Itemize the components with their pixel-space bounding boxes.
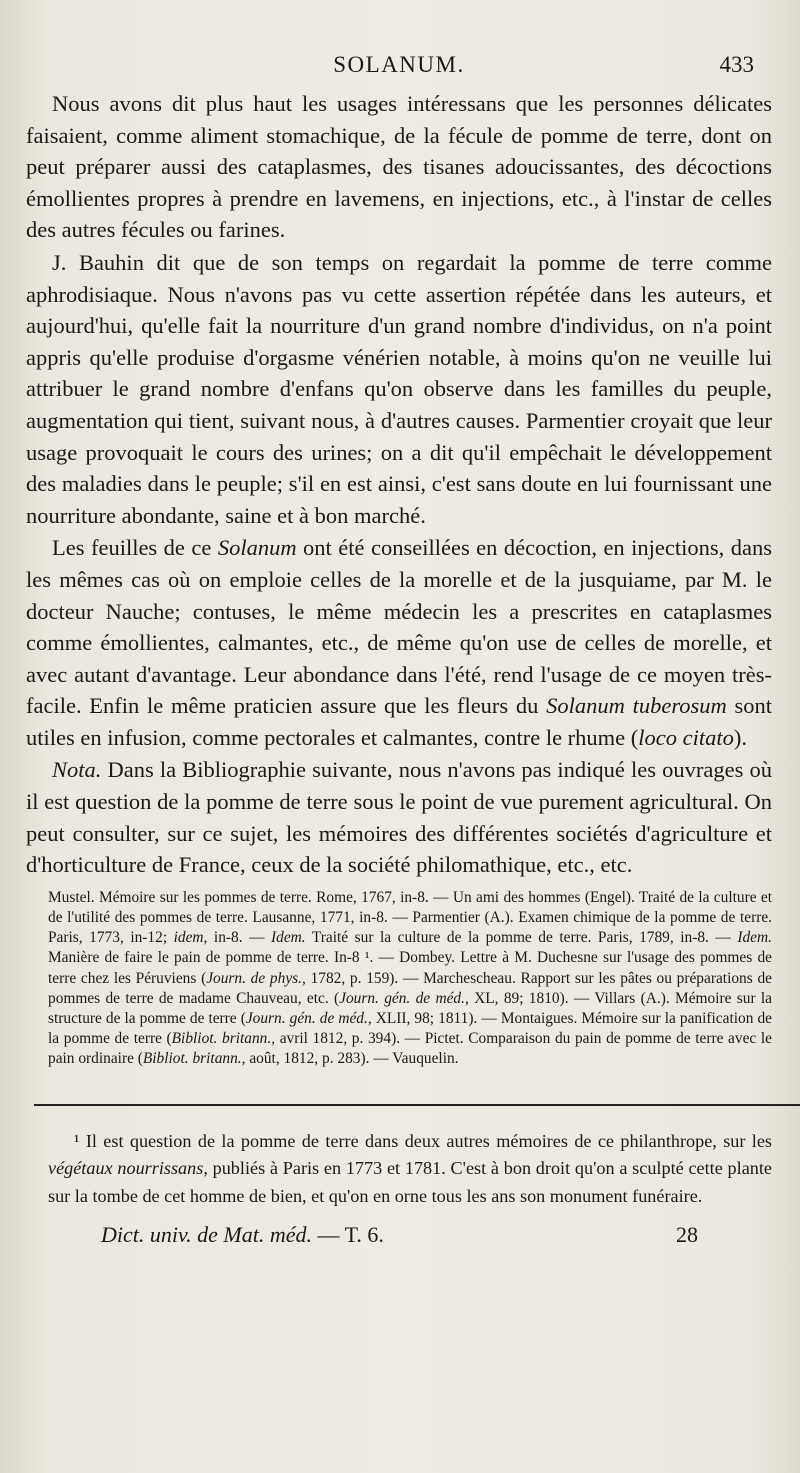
main-text <box>26 88 772 881</box>
bibliography-run: , XL, 89; 1810). — Villars (A.). Mémoire sur la structure de la pomme de terre ( <box>48 989 772 1028</box>
bibliography-italic-run: Bibliot. britann. <box>142 1050 242 1068</box>
text-run: ont été conseillées en décoction, en injections, dans les mêmes cas où on emploie celles de la morelle et de la jusquiame, par M. le docteur Nauche; contuses, le même médecin les a prescrites en cataplasmes comme émollientes, calmantes, etc., de même qu'on use de celles de morelle, et avec autant d'avantage. Leur abondance dans l'été, rend l'usage de ce moyen très-facile. Enfin le même praticien assure que les fleurs du <box>26 535 772 719</box>
paragraph-usages: Nous avons dit plus haut les usages intéressans que les personnes délicates faisaient, comme aliment stomachique, de la fécule de pomme de terre, dont on peut préparer aussi des cataplasmes, des tisanes adoucissantes, des décoctions émollientes propres à prendre en lavemens, en injections, etc., à l'instar de celles des autres fécules ou farines. <box>26 91 772 243</box>
signature-line <box>101 1222 384 1248</box>
italic-term: Solanum tuberosum <box>546 693 727 719</box>
bibliography <box>26 888 772 1070</box>
paragraph-nota <box>26 754 772 880</box>
bibliography-italic-run: Idem. <box>737 929 772 947</box>
bibliography-run: Traité sur la culture de la pomme de terre. Paris, 1789, in-8. — <box>305 929 738 947</box>
text-run: Il est question de la pomme de terre dans deux autres mémoires de ce philanthrope, sur les <box>79 1130 772 1151</box>
bibliography-italic-run: idem <box>173 929 204 947</box>
text-run: sont utiles en infusion, comme pectorales et calmantes, contre le rhume ( <box>26 693 772 750</box>
paragraph-feuilles <box>26 532 772 753</box>
bibliography-run: , août, 1812, p. 283). — Vauquelin. <box>241 1050 459 1068</box>
page-footer <box>26 1222 772 1262</box>
italic-term: Solanum <box>217 535 297 561</box>
italic-term: végétaux nourrissans <box>48 1158 204 1179</box>
bibliography-run: , XLII, 98; 1811). — Montaigues. Mémoire sur la panification de la pomme de terre ( <box>48 1010 772 1048</box>
nota-label: Nota. <box>52 757 102 783</box>
page-header <box>26 52 772 88</box>
bibliography-run: Manière de faire le pain de pomme de terre. In-8 ¹. — Dombey. Lettre à M. Duchesne sur l'usage des pommes de terre chez les Péruviens ( <box>48 949 772 987</box>
signature-title: Dict. univ. de Mat. méd. <box>101 1222 312 1248</box>
signature-volume: — T. 6. <box>311 1222 384 1248</box>
sheet-number: 28 <box>676 1222 698 1248</box>
bibliography-italic-run: Idem. <box>271 929 306 947</box>
bibliography-run: , avril 1812, p. 394). — Pictet. Comparaison du pain de pomme de terre avec le pain ordinaire ( <box>48 1030 772 1068</box>
text-run: Les feuilles de ce <box>52 535 218 561</box>
running-head: SOLANUM. <box>333 52 465 77</box>
bibliography-run: Mustel. Mémoire sur les pommes de terre. Rome, 1767, in-8. — Un ami des hommes (Engel). Traité de la culture et de l'utilité des pommes de terre. Lausanne, 1771, in-8. — Parmentier (A.). Examen chimique de la pomme de terre. Paris, 1773, in-12; <box>48 888 772 947</box>
bibliography-italic-run: Journ. de phys. <box>206 969 302 987</box>
bibliography-italic-run: Journ. gén. de méd. <box>245 1010 368 1028</box>
footnote-separator <box>34 1104 800 1106</box>
text-run: ). <box>733 724 748 750</box>
text-run: , publiés à Paris en 1773 et 1781. C'est à bon droit qu'on a sculpté cette plante sur la tombe de cet homme de bien, et qu'on en orne tous les ans son monument funéraire. <box>48 1158 772 1206</box>
footnote <box>26 1128 772 1211</box>
bibliography-italic-run: Journ. gén. de méd. <box>339 989 465 1007</box>
text-run: Dans la Bibliographie suivante, nous n'avons pas indiqué les ouvrages où il est question de la pomme de terre sous le point de vue purement agricultural. On peut consulter, sur ce sujet, les mémoires des différentes sociétés d'agriculture et d'horticulture de France, ceux de la société philomathique, etc., etc. <box>26 757 772 878</box>
bibliography-run: , in-8. — <box>203 929 272 947</box>
bibliography-run: , 1782, p. 159). — Marchescheau. Rapport sur les pâtes ou préparations de pommes de terre de madame Chauveau, etc. ( <box>48 969 772 1007</box>
page-number: 433 <box>719 52 754 77</box>
bibliography-italic-run: Bibliot. britann. <box>171 1030 272 1048</box>
footnote-marker: ¹ <box>74 1130 80 1151</box>
italic-term: loco citato <box>638 724 734 750</box>
paragraph-bauhin: J. Bauhin dit que de son temps on regardait la pomme de terre comme aphrodisiaque. Nous n'avons pas vu cette assertion répétée dans les auteurs, et aujourd'hui, qu'elle fait la nourriture d'un grand nombre d'individus, on n'a point appris qu'elle produise d'orgasme vénérien notable, à moins qu'on ne veuille lui attribuer le grand nombre d'enfans qu'on observe dans les familles du peuple, augmentation qui tient, suivant nous, à d'autres causes. Parmentier croyait que leur usage provoquait le cours des urines; on a dit qu'il empêchait le développement des maladies dans le peuple; s'il en est ainsi, c'est sans doute en lui fournissant une nourriture abondante, saine et à bon marché. <box>26 249 772 528</box>
